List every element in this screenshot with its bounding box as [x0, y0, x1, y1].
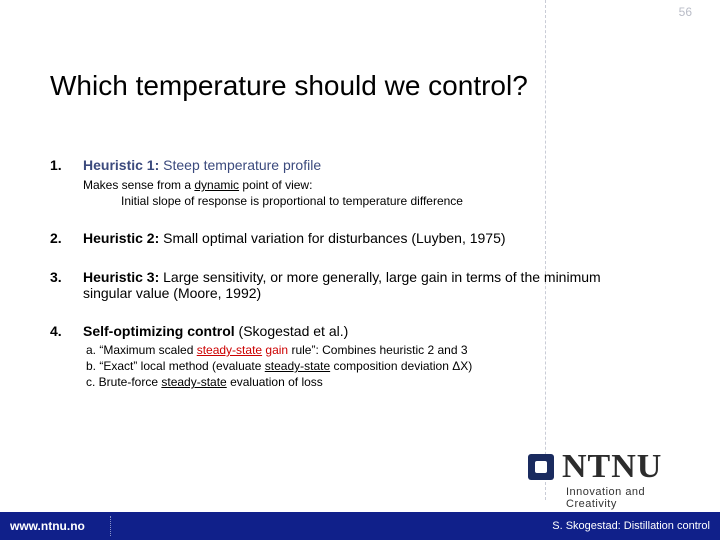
- item-text: (Skogestad et al.): [234, 323, 349, 339]
- item-number: 4.: [50, 323, 62, 339]
- footer-bar: [0, 512, 720, 540]
- ntnu-logo: [528, 448, 698, 510]
- item-heading: Heuristic 2:: [83, 230, 160, 246]
- footer-credit: S. Skogestad: Distillation control: [552, 520, 710, 532]
- note-text: point of view:: [239, 178, 313, 192]
- sub-text: b. “Exact” local method (evaluate: [86, 359, 265, 373]
- sub-text: rule”: Combines heuristic 2 and 3: [288, 343, 468, 357]
- page-number: 56: [678, 5, 692, 19]
- note-underlined: dynamic: [194, 178, 240, 192]
- item-1-note: [83, 177, 312, 193]
- footer-divider: [110, 516, 124, 536]
- sub-item-b: [86, 358, 472, 374]
- footer-url-link[interactable]: www.ntnu.no: [10, 519, 85, 533]
- item-heading: Heuristic 3:: [83, 269, 160, 285]
- logo-wordmark: NTNU: [562, 448, 663, 485]
- sub-underlined: steady-state: [161, 375, 227, 389]
- note-text: Makes sense from a: [83, 178, 195, 192]
- sub-text: evaluation of loss: [226, 375, 323, 389]
- item-text: Large sensitivity, or more generally, large gain in terms of the minimum singular value (Moore, 1992): [83, 269, 601, 301]
- sub-item-a: [86, 342, 468, 358]
- item-text: Small optimal variation for disturbances (Luyben, 1975): [159, 230, 506, 246]
- logo-tagline: Innovation and Creativity: [566, 486, 646, 510]
- item-text: Steep temperature profile: [159, 157, 322, 173]
- sub-underlined: steady-state: [264, 359, 331, 373]
- decorative-dotted-line: [545, 0, 546, 500]
- item-number: 2.: [50, 230, 62, 246]
- sub-item-c: [86, 374, 323, 390]
- item-number: 1.: [50, 157, 62, 173]
- item-number: 3.: [50, 269, 62, 285]
- item-heading: Heuristic 1:: [83, 157, 160, 173]
- sub-underlined: steady-state: [196, 343, 263, 357]
- sub-text: a. “Maximum scaled: [86, 343, 197, 357]
- sub-text: c. Brute-force: [86, 375, 162, 389]
- item-heading: Self-optimizing control: [83, 323, 235, 339]
- item-1-note-2: Initial slope of response is proportional to temperature difference: [121, 194, 463, 208]
- sub-text: composition deviation ΔX): [330, 359, 473, 373]
- logo-mark-icon: [528, 454, 554, 480]
- sub-highlight: gain: [262, 343, 289, 357]
- slide-title: Which temperature should we control?: [50, 70, 528, 101]
